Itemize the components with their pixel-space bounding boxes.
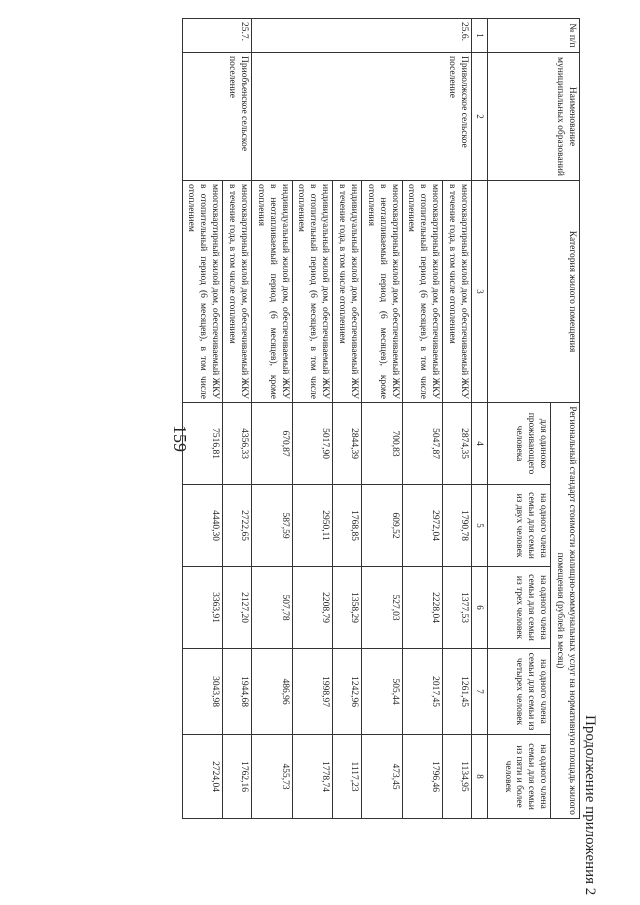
value-cell: 2724,04	[182, 735, 223, 819]
housing-category: многоквартирный жилой дом, обеспечиваемый ЖКУ в течение года, в том числе отоплением	[443, 181, 472, 403]
column-number: 2	[472, 53, 488, 181]
value-cell: 700,83	[362, 403, 403, 485]
value-cell: 1261,45	[443, 649, 472, 735]
header-col-four: на одного члена семьи для семьи из четырех человек	[488, 649, 551, 735]
housing-category: многоквартирный жилой дом, обеспечиваемый ЖКУ в неотапливаемый период (6 месяцев), кроме отопления	[362, 181, 403, 403]
table-row	[223, 19, 252, 819]
row-number: 25.7.	[182, 19, 251, 53]
value-cell: 2127,20	[223, 567, 252, 649]
column-numbers-row	[472, 19, 488, 819]
header-name: Наименование муниципальных образований	[488, 53, 580, 181]
value-cell: 587,59	[252, 485, 293, 567]
value-cell: 5047,87	[402, 403, 443, 485]
column-number: 5	[472, 485, 488, 567]
housing-category: индивидуальный жилой дом, обеспечиваемый ЖКУ в течение года, в том числе отоплением	[333, 181, 362, 403]
value-cell: 2228,04	[402, 567, 443, 649]
header-group: Региональный стандарт стоимости жилищно-коммунальных услуг на нормативную площадь жилого помещения (рублей в месяц)	[551, 403, 580, 819]
value-cell: 1768,85	[333, 485, 362, 567]
housing-category: индивидуальный жилой дом, обеспечиваемый ЖКУ в неотапливаемый период (6 месяцев), кроме отопления	[252, 181, 293, 403]
value-cell: 2722,65	[223, 485, 252, 567]
page-number: 159	[170, 425, 190, 452]
value-cell: 1796,46	[402, 735, 443, 819]
value-cell: 505,44	[362, 649, 403, 735]
header-num: № п/п	[488, 19, 580, 53]
value-cell: 2208,79	[292, 567, 333, 649]
value-cell: 507,78	[252, 567, 293, 649]
header-col-three: на одного члена семьи для семьи из трех человек	[488, 567, 551, 649]
row-number: 25.6.	[252, 19, 472, 53]
table-row	[443, 19, 472, 819]
value-cell: 3043,98	[182, 649, 223, 735]
housing-category: многоквартирный жилой дом, обеспечиваемый ЖКУ в отопительный период (6 месяцев), в том числе отоплением	[182, 181, 223, 403]
value-cell: 1134,95	[443, 735, 472, 819]
municipality-name: Приобъенское сельское поселение	[182, 53, 251, 181]
housing-category: многоквартирный жилой дом, обеспечиваемый ЖКУ в отопительный период (6 месяцев), в том числе отоплением	[402, 181, 443, 403]
value-cell: 473,45	[362, 735, 403, 819]
value-cell: 5017,90	[292, 403, 333, 485]
column-number: 3	[472, 181, 488, 403]
column-number: 7	[472, 649, 488, 735]
value-cell: 486,96	[252, 649, 293, 735]
value-cell: 1762,16	[223, 735, 252, 819]
column-number: 8	[472, 735, 488, 819]
value-cell: 1358,29	[333, 567, 362, 649]
value-cell: 1778,74	[292, 735, 333, 819]
column-number: 6	[472, 567, 488, 649]
header-col-two: на одного члена семьи для семьи из двух человек	[488, 485, 551, 567]
value-cell: 1242,96	[333, 649, 362, 735]
housing-category: многоквартирный жилой дом, обеспечиваемый ЖКУ в течение года, в том числе отоплением	[223, 181, 252, 403]
value-cell: 1944,68	[223, 649, 252, 735]
value-cell: 1790,78	[443, 485, 472, 567]
value-cell: 2844,39	[333, 403, 362, 485]
value-cell: 2972,04	[402, 485, 443, 567]
value-cell: 7516,81	[182, 403, 223, 485]
value-cell: 670,87	[252, 403, 293, 485]
value-cell: 455,73	[252, 735, 293, 819]
value-cell: 1117,23	[333, 735, 362, 819]
value-cell: 1377,53	[443, 567, 472, 649]
municipality-name: Приволжское сельское поселение	[252, 53, 472, 181]
value-cell: 609,52	[362, 485, 403, 567]
column-number: 4	[472, 403, 488, 485]
value-cell: 2017,45	[402, 649, 443, 735]
value-cell: 4356,33	[223, 403, 252, 485]
appendix-label: Продолжение приложения 2	[582, 715, 598, 896]
housing-category: индивидуальный жилой дом, обеспечиваемый ЖКУ в отопительный период (6 месяцев), в том числе отоплением	[292, 181, 333, 403]
standards-table	[182, 18, 580, 819]
column-number: 1	[472, 19, 488, 53]
value-cell: 3363,91	[182, 567, 223, 649]
header-col-single: для одиноко проживающего человека	[488, 403, 551, 485]
value-cell: 2950,11	[292, 485, 333, 567]
value-cell: 527,03	[362, 567, 403, 649]
value-cell: 4440,30	[182, 485, 223, 567]
value-cell: 2874,35	[443, 403, 472, 485]
value-cell: 1998,97	[292, 649, 333, 735]
header-category: Категория жилого помещения	[488, 181, 580, 403]
header-col-five: на одного члена семьи для семьи из пяти и более человек	[488, 735, 551, 819]
